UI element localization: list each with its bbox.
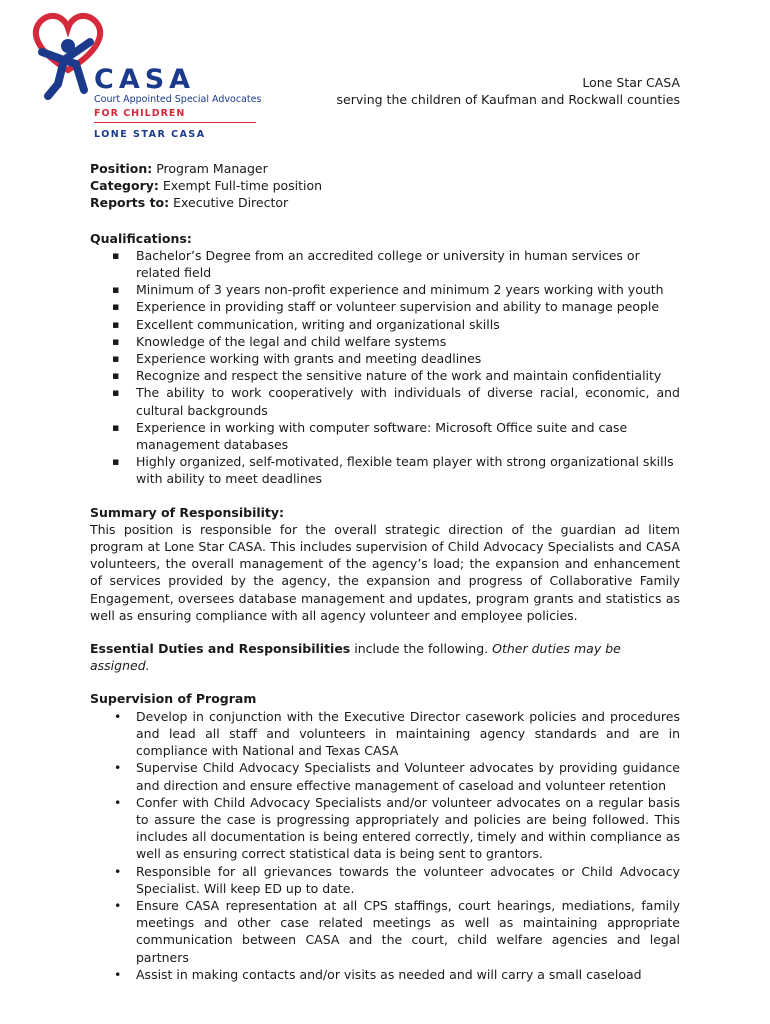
list-item: ▪ Experience in providing staff or volunteer supervision and ability to manage people — [90, 298, 680, 315]
list-item: ▪ Bachelor’s Degree from an accredited college or university in human services or related field — [90, 247, 680, 281]
org-subtitle: serving the children of Kaufman and Rockwall counties — [336, 92, 680, 107]
document-body — [90, 160, 680, 983]
org-header — [337, 74, 681, 108]
qualifications-heading: Qualifications: — [90, 230, 192, 246]
logo-for-children: FOR CHILDREN — [94, 108, 186, 119]
position-label: Position: — [90, 161, 153, 176]
list-item: ▪ Recognize and respect the sensitive nature of the work and maintain confidentiality — [90, 367, 680, 384]
essential-heading: Essential Duties and Responsibilities — [90, 641, 351, 657]
reports-label: Reports to: — [90, 195, 170, 211]
list-item: ▪ Highly organized, self-motivated, flexible team player with strong organizational skills with ability to meet deadlines — [90, 453, 680, 487]
summary-text: This position is responsible for the overall strategic direction of the guardian ad litem program at Lone Star CASA. This includes supervision of Child Advocacy Specialists and CASA volunteers, the overall management of the agency’s load; the expansion and enhancement of services provided by the agency, the expansion and progress of Collaborative Family Engagement, oversees database management and updates, program grants and statistics as well as ensuring compliance with all agency volunteer and employee policies. — [90, 521, 680, 623]
summary-heading: Summary of Responsibility: — [90, 504, 285, 520]
category-line — [90, 177, 680, 194]
list-item: • Supervise Child Advocacy Specialists and Volunteer advocates by providing guidance and direction and ensure effective management of caseload and volunteer retention — [90, 759, 680, 793]
position-line — [90, 160, 680, 177]
essential-note: Other duties may be assigned. — [90, 641, 621, 674]
logo-wordmark: CASA — [94, 64, 196, 95]
reports-line — [90, 194, 680, 211]
supervision-heading: Supervision of Program — [90, 691, 257, 707]
logo-chapter: LONE STAR CASA — [94, 129, 206, 140]
list-item: • Assist in making contacts and/or visits as needed and will carry a small caseload — [90, 966, 680, 983]
casa-logo — [28, 12, 268, 144]
list-item: • Confer with Child Advocacy Specialists and/or volunteer advocates on a regular basis to assure the case is progressing appropriately and policies are being followed. This includes all documentation is being entered correctly, timely and within compliance as well as ensuring correct statistical data is being sent to grantors. — [90, 794, 680, 863]
list-item: ▪ Knowledge of the legal and child welfare systems — [90, 333, 680, 350]
logo-divider — [94, 122, 256, 123]
list-item: • Ensure CASA representation at all CPS staffings, court hearings, mediations, family meetings and other case related meetings as well as maintaining appropriate communication between CASA and the court, child welfare agencies and legal partners — [90, 897, 680, 966]
list-item: ▪ Experience working with grants and meeting deadlines — [90, 350, 680, 367]
position-value: Program Manager — [156, 161, 268, 176]
list-item: ▪ Excellent communication, writing and organizational skills — [90, 316, 680, 333]
list-item: ▪ The ability to work cooperatively with individuals of diverse racial, economic, and cultural backgrounds — [90, 384, 680, 418]
essential-rest: include the following. — [350, 641, 493, 657]
list-item: • Develop in conjunction with the Executive Director casework policies and procedures and lead all staff and volunteers in maintaining agency standards and are in compliance with National and Texas CASA — [90, 708, 680, 760]
supervision-list — [90, 708, 680, 983]
logo-tagline: Court Appointed Special Advocates — [94, 94, 262, 105]
category-label: Category: — [90, 178, 159, 194]
reports-value: Executive Director — [173, 195, 289, 211]
list-item: ▪ Experience in working with computer software: Microsoft Office suite and case management databases — [90, 419, 680, 453]
list-item: ▪ Minimum of 3 years non-profit experience and minimum 2 years working with youth — [90, 281, 680, 298]
category-value: Exempt Full-time position — [162, 178, 323, 194]
org-name: Lone Star CASA — [582, 75, 680, 90]
list-item: • Responsible for all grievances towards the volunteer advocates or Child Advocacy Specialist. Will keep ED up to date. — [90, 863, 680, 897]
essential-duties-line — [90, 640, 680, 674]
qualifications-list — [90, 247, 680, 488]
